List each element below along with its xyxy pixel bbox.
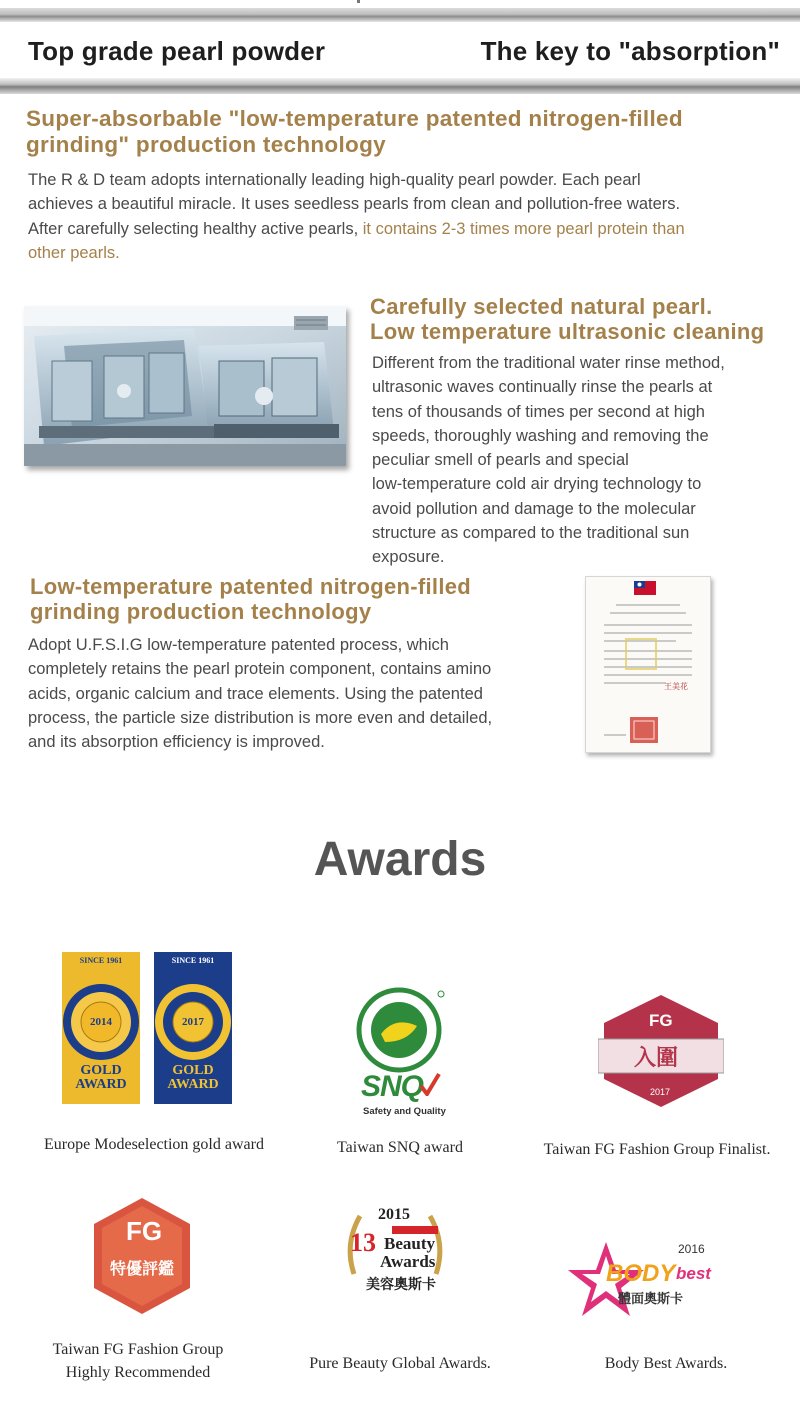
fg1-letters: FG [649, 1011, 673, 1030]
banner-top-bar [0, 8, 800, 22]
snq-subtitle: Safety and Quality [363, 1106, 446, 1117]
section1-heading-line2: grinding" production technology [26, 132, 386, 157]
cosmo-beauty: Beauty [384, 1234, 435, 1253]
section1-body-line: achieves a beautiful miracle. It uses seedless pearls from clean and pollution-free waters. [28, 195, 681, 214]
section2-body-line: Different from the traditional water rinse method, [372, 354, 725, 372]
award-caption: Taiwan FG Fashion Group Finalist. [543, 1141, 771, 1158]
body-best: best [676, 1264, 711, 1283]
body-word: BODY [606, 1260, 676, 1287]
section1-heading [26, 106, 683, 158]
section3-body-line: completely retains the pearl protein component, contains amino [28, 660, 492, 679]
award-caption: Taiwan SNQ award [337, 1139, 463, 1156]
cosmo-year: 2015 [378, 1206, 410, 1223]
section2-body [372, 351, 792, 570]
fg-recommended-badge-icon [90, 1198, 194, 1314]
section3-body [28, 633, 573, 754]
section2-heading-line2: Low temperature ultrasonic cleaning [370, 319, 765, 344]
cosmopolitan-beauty-awards-icon [340, 1204, 450, 1300]
monde1-since: SINCE 1961 [79, 956, 123, 965]
section1-body-line: The R & D team adopts internationally leading high-quality pearl powder. Each pearl [28, 171, 641, 189]
section2-body-line: peculiar smell of pearls and special [372, 451, 629, 470]
section2-body-line: tens of thousands of times per second at high [372, 402, 705, 421]
laboratory-photo [24, 306, 346, 466]
section1-heading-line1: Super-absorbable "low-temperature patented nitrogen-filled [26, 106, 683, 131]
fg2-chinese: 特優評鑑 [109, 1259, 174, 1278]
fg1-year: 2017 [650, 1087, 671, 1097]
body-chinese: 體面奧斯卡 [618, 1292, 684, 1307]
fg-finalist-badge-icon [598, 995, 724, 1107]
banner-left-title: Top grade pearl powder [28, 36, 326, 66]
section1-body [28, 168, 788, 265]
fg1-chinese: 入圍 [634, 1046, 679, 1071]
top-divider-mark [357, 0, 360, 3]
award-caption: Europe Modeselection gold award [44, 1136, 264, 1153]
section2-body-line: exposure. [372, 548, 445, 567]
award-caption: Taiwan FG Fashion Group Highly Recommended [52, 1341, 224, 1381]
award-caption: Pure Beauty Global Awards. [309, 1355, 491, 1372]
section3-heading [30, 574, 471, 624]
section2-body-line: avoid pollution and damage to the molecular [372, 499, 696, 518]
monde-selection-gold-medals-icon [60, 952, 240, 1104]
section3-body-line: Adopt U.F.S.I.G low-temperature patented process, which [28, 636, 449, 654]
section2-body-line: low-temperature cold air drying technology to [372, 475, 702, 494]
section3-body-line: acids, organic calcium and trace elements. Using the patented [28, 684, 483, 703]
monde2-since: SINCE 1961 [171, 956, 215, 965]
patent-certificate-image [585, 576, 711, 753]
snq-check-icon [419, 1072, 441, 1096]
snq-letters: SNQ [361, 1070, 424, 1103]
section1-highlight: other pearls. [28, 243, 120, 262]
section2-heading [370, 294, 764, 344]
monde1-year: 2014 [90, 1016, 112, 1028]
monde2-year: 2017 [182, 1016, 204, 1028]
section3-heading-line2: grinding production technology [30, 599, 372, 624]
section1-body-line: After carefully selecting healthy active pearls, it contains 2-3 times more pearl protein than [28, 219, 685, 238]
laboratory-illustration [24, 306, 346, 466]
cosmo-number: 13 [350, 1228, 376, 1257]
cosmo-chinese: 美容奧斯卡 [366, 1277, 436, 1293]
patent-certificate-icon [586, 577, 710, 752]
snq-safety-quality-icon [355, 982, 455, 1122]
section1-highlight: it contains 2-3 times more pearl protein than [362, 219, 685, 238]
section3-body-line: and its absorption efficiency is improved. [28, 733, 325, 752]
banner-right-title: The key to "absorption" [480, 36, 780, 66]
cosmo-awards: Awards [380, 1252, 436, 1271]
body-year: 2016 [678, 1242, 705, 1256]
banner-bottom-bar [0, 78, 800, 94]
section2-heading-line1: Carefully selected natural pearl. [370, 294, 713, 319]
section2-body-line: ultrasonic waves continually rinse the pearls at [372, 378, 713, 397]
awards-title: Awards [313, 833, 487, 886]
section2-body-line: speeds, thoroughly washing and removing the [372, 426, 709, 445]
monde2-gold-award: GOLD AWARD [167, 1063, 219, 1092]
section3-heading-line1: Low-temperature patented nitrogen-filled [30, 574, 472, 599]
monde1-gold-award: GOLD AWARD [75, 1063, 127, 1092]
section3-body-line: process, the particle size distribution is more even and detailed, [28, 708, 493, 727]
body-best-star-icon [566, 1240, 732, 1320]
fg2-letters: FG [126, 1216, 163, 1246]
svg-text:王美花: 王美花 [664, 682, 688, 691]
section2-body-line: structure as compared to the traditional sun [372, 524, 690, 543]
award-caption: Body Best Awards. [604, 1355, 728, 1372]
